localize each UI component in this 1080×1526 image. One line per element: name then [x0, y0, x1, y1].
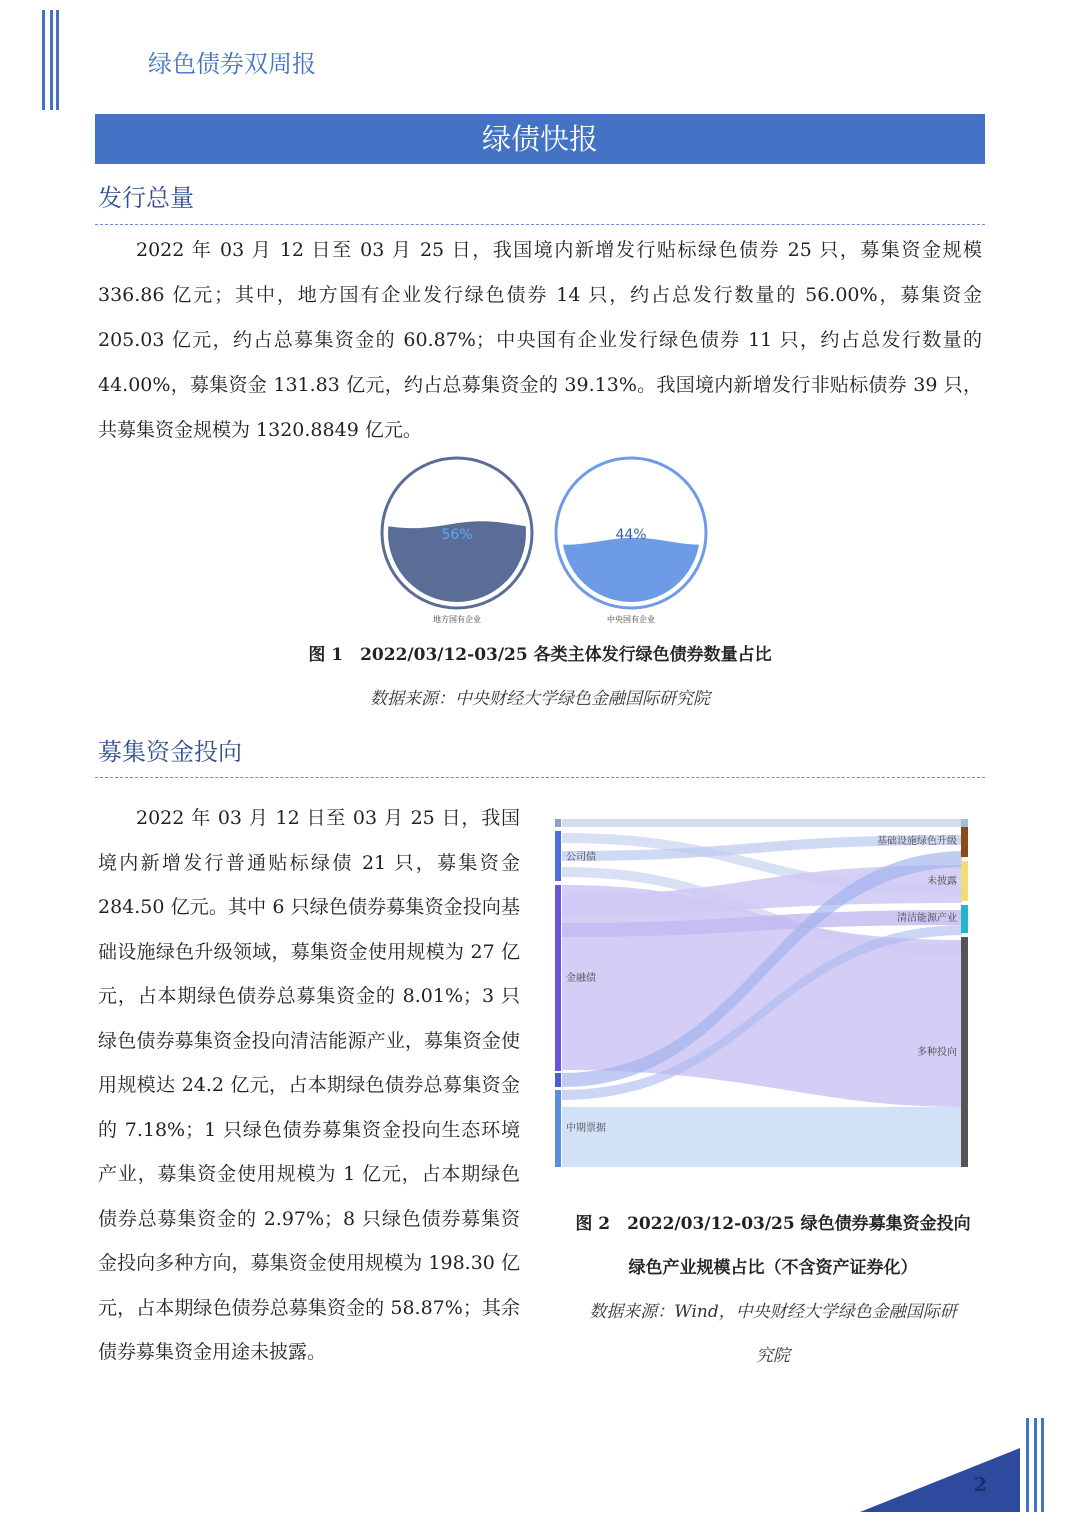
- sankey-label: 基础设施绿色升级: [877, 836, 957, 847]
- sankey-node-infrastructure: [961, 827, 968, 857]
- section-title-use-of-funds: 募集资金投向: [98, 738, 242, 766]
- sankey-label: 金融债: [566, 973, 596, 984]
- liquid-fill-right: [552, 538, 710, 607]
- section-divider: [95, 777, 985, 778]
- sankey-label: 未披露: [927, 876, 957, 887]
- figure2-sankey: [552, 815, 972, 1170]
- sankey-node: [961, 819, 968, 827]
- page-number: 2: [973, 1474, 987, 1496]
- sankey-node-jinrongzhai: [555, 885, 561, 1071]
- figure2-caption-line2: 绿色产业规模占比（不含资产证券化）: [628, 1258, 918, 1278]
- running-title: 绿色债券双周报: [148, 50, 316, 78]
- section-title-issuance: 发行总量: [98, 184, 194, 212]
- gauge-value-left: 56%: [441, 527, 473, 543]
- sankey-flow: [562, 1107, 962, 1167]
- sankey-node: [555, 819, 561, 827]
- sankey-node-gongsizhai: [555, 831, 561, 881]
- use-of-funds-paragraph: 2022 年 03 月 12 日至 03 月 25 日，我国境内新增发行普通贴标绿债 21 只，募集资金 284.50 亿元。其中 6 只绿色债券募集资金投向基础设施绿色升级领域，募集资金使用规模为 27 亿元，占本期绿色债券总募集资金的 8.01%；3 只绿色债券募集资金投向清洁能源产业，募集资金使用规模达 24.2 亿元，占本期绿色债券总募集资金的 7.18%；1 只绿色债券募集资金投向生态环境产业，募集资金使用规模为 1 亿元，占本期绿色债券总募集资金的 2.97%；8 只绿色债券募集资金投向多种方向，募集资金使用规模为 198.30 亿元，占本期绿色债券总募集资金的 58.87%；其余债券募集资金用途未披露。: [98, 807, 520, 1363]
- section-divider: [95, 224, 985, 225]
- gauge-label-left: 地方国有企业: [433, 615, 481, 624]
- sankey-label: 公司债: [566, 852, 596, 863]
- figure1-source: 数据来源：中央财经大学绿色金融国际研究院: [370, 689, 710, 709]
- sankey-label: 中期票据: [566, 1123, 606, 1134]
- gauge-label-right: 中央国有企业: [607, 615, 655, 624]
- sankey-label: 清洁能源产业: [897, 913, 957, 924]
- header-bar: [56, 10, 59, 110]
- section-banner: 绿债快报: [95, 114, 985, 164]
- sankey-node-undisclosed: [961, 861, 968, 901]
- sankey-flow: [562, 819, 962, 827]
- issuance-paragraph: 2022 年 03 月 12 日至 03 月 25 日，我国境内新增发行贴标绿色债券 25 只，募集资金规模 336.86 亿元；其中，地方国有企业发行绿色债券 14 只，约占总发行数量的 56.00%，募集资金 205.03 亿元，约占总募集资金的 60.87%；中央国有企业发行绿色债券 11 只，约占总发行数量的 44.00%，募集资金 131.83 亿元，约占总募集资金的 39.13%。我国境内新增发行非贴标债券 39 只，共募集资金规模为 1320.8849 亿元。: [98, 239, 982, 441]
- header-bar: [50, 10, 53, 110]
- figure2-source-line2: 究院: [756, 1346, 790, 1366]
- figure1-caption: 图 1 2022/03/12-03/25 各类主体发行绿色债券数量占比: [308, 645, 772, 665]
- sankey-node-multiple: [961, 937, 968, 1167]
- footer-decoration: [860, 1418, 1060, 1518]
- figure2-caption-line1: 图 2 2022/03/12-03/25 绿色债券募集资金投向: [575, 1214, 971, 1234]
- figure2-source-line1: 数据来源：Wind，中央财经大学绿色金融国际研: [589, 1302, 957, 1322]
- figure1-chart: [370, 455, 720, 630]
- sankey-node: [555, 1073, 561, 1087]
- gauge-value-right: 44%: [615, 527, 647, 543]
- sankey-node-clean-energy: [961, 905, 968, 933]
- sankey-node-zhongqipiaoju: [555, 1090, 561, 1167]
- sankey-label: 多种投向: [917, 1047, 957, 1058]
- header-bar: [42, 10, 45, 110]
